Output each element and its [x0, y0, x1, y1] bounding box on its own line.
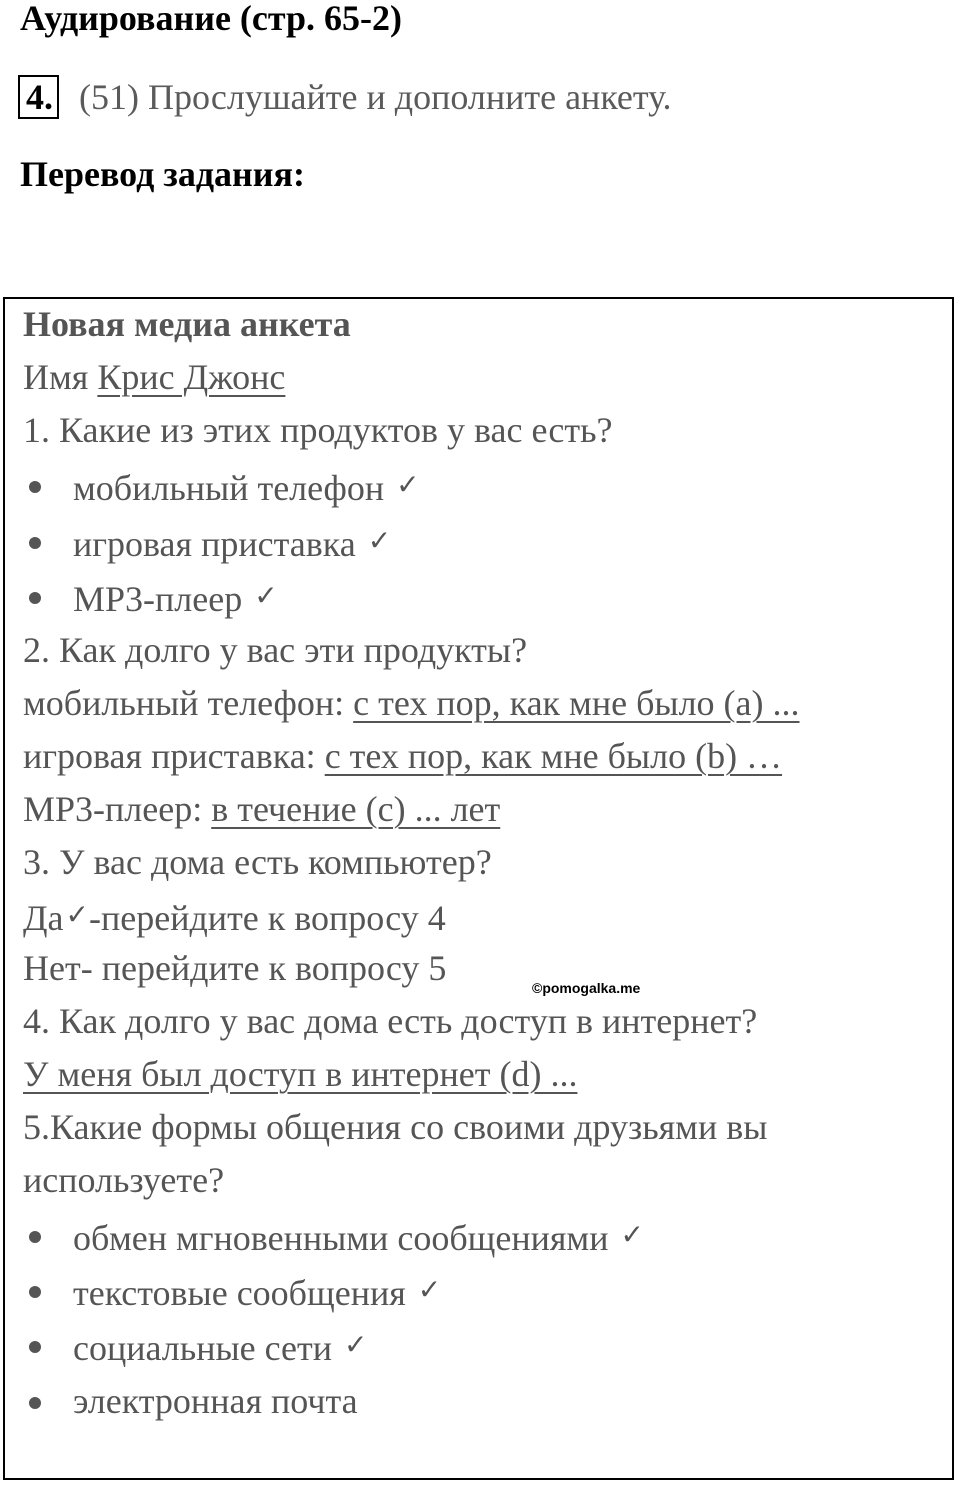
bullet-icon [29, 1231, 41, 1243]
name-value: Крис Джонс [97, 357, 286, 397]
question-3-no: Нет- перейдите к вопросу 5 [23, 948, 447, 988]
translation-heading: Перевод задания: [20, 154, 305, 194]
bullet-icon [29, 1341, 41, 1353]
bullet-icon [29, 1286, 41, 1298]
answer-label: игровая приставка: [23, 736, 325, 776]
answer-line-c [23, 787, 500, 831]
answer-value: с тех пор, как мне было (b) … [324, 736, 783, 776]
question-5-line-2: используете? [23, 1160, 225, 1200]
checkmark-icon: ✓ [417, 1273, 442, 1306]
task-number-badge: 4. [18, 75, 59, 119]
answer-value: в течение (c) ... лет [211, 789, 501, 829]
page-title: Аудирование (стр. 65-2) [20, 0, 403, 38]
bullet-icon [29, 537, 41, 549]
list-item-text: MP3-плеер [73, 579, 243, 619]
checkmark-icon: ✓ [65, 898, 90, 931]
bullet-icon [29, 481, 41, 493]
answer-value: с тех пор, как мне было (a) ... [353, 683, 800, 723]
question-5-line-1: 5.Какие формы общения со своими друзьями вы [23, 1107, 768, 1147]
bullet-icon [29, 1397, 41, 1409]
watermark: ©pomogalka.me [532, 980, 641, 996]
answer-line-a [23, 681, 800, 725]
checkmark-icon: ✓ [367, 524, 392, 557]
list-item-text: мобильный телефон [73, 468, 385, 508]
yes-label: Да [23, 898, 64, 938]
checkmark-icon: ✓ [344, 1328, 368, 1361]
answer-line-b [23, 734, 782, 778]
answer-line-d [23, 1052, 577, 1096]
task-line [18, 74, 672, 120]
question-3: 3. У вас дома есть компьютер? [23, 842, 492, 882]
name-label: Имя [23, 357, 98, 397]
bullet-icon [29, 592, 41, 604]
question-4: 4. Как долго у вас дома есть доступ в интернет? [23, 1001, 758, 1041]
list-item-text: игровая приставка [73, 524, 356, 564]
question-2: 2. Как долго у вас эти продукты? [23, 630, 528, 670]
answer-label: мобильный телефон: [23, 683, 354, 723]
questionnaire-title: Новая медиа анкета [23, 304, 351, 344]
question-1: 1. Какие из этих продуктов у вас есть? [23, 410, 613, 450]
list-item-text: социальные сети [73, 1328, 333, 1368]
checkmark-icon: ✓ [620, 1218, 644, 1251]
yes-instruction: -перейдите к вопросу 4 [89, 898, 446, 938]
list-item-text: обмен мгновенными сообщениями [73, 1218, 609, 1258]
answer-label: MP3-плеер: [23, 789, 212, 829]
answer-value: У меня был доступ в интернет (d) ... [23, 1054, 578, 1094]
checkmark-icon: ✓ [254, 579, 278, 612]
questionnaire-box [3, 297, 954, 1480]
name-line [23, 355, 285, 399]
list-item-text: электронная почта [73, 1381, 358, 1421]
question-3-yes [23, 893, 446, 940]
task-instruction: (51) Прослушайте и дополните анкету. [79, 77, 672, 117]
list-item-text: текстовые сообщения [73, 1273, 406, 1313]
checkmark-icon: ✓ [396, 468, 420, 501]
